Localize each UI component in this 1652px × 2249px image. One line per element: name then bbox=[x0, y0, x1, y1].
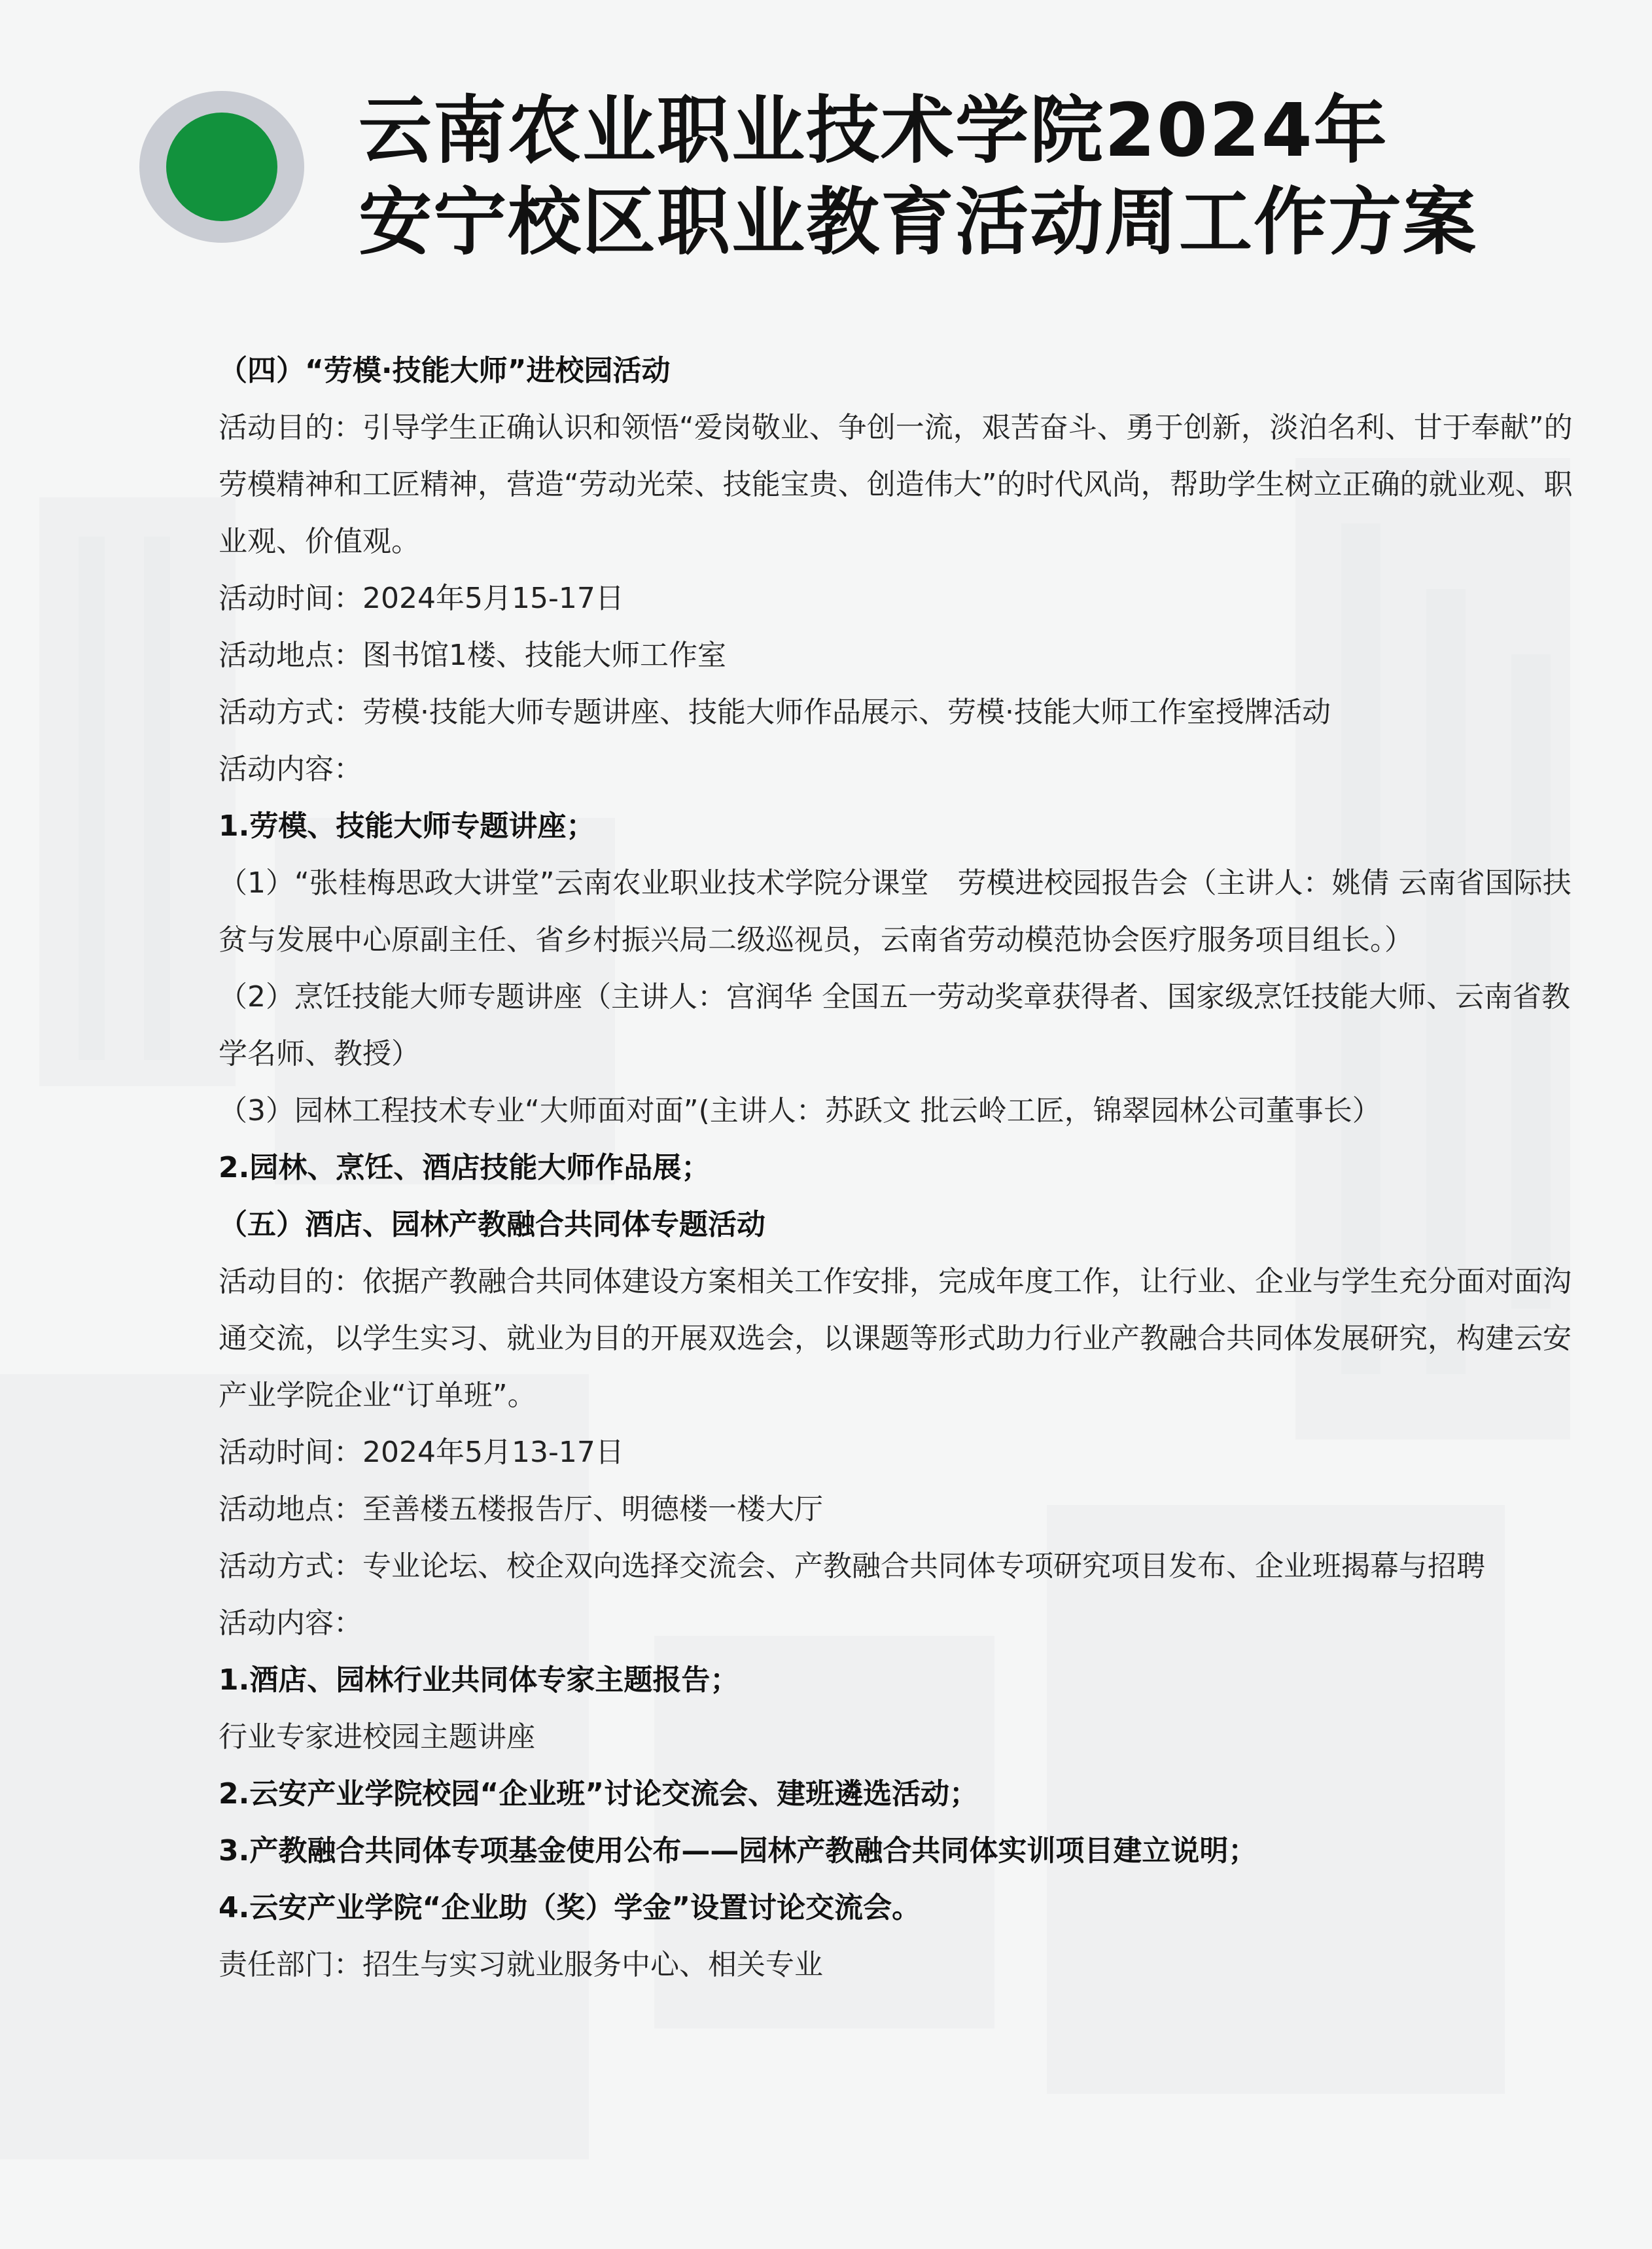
section-5-responsible-dept: 责任部门：招生与实习就业服务中心、相关专业 bbox=[219, 1948, 823, 1981]
title-line-1: 云南农业职业技术学院2024年 bbox=[359, 88, 1388, 173]
section-4-time: 活动时间：2024年5月15-17日 bbox=[219, 582, 624, 615]
document-title bbox=[359, 85, 1602, 268]
section-5-place: 活动地点：至善楼五楼报告厅、明德楼一楼大厅 bbox=[219, 1493, 823, 1526]
section-5-item-3: 3.产教融合共同体专项基金使用公布——园林产教融合共同体实训项目建立说明； bbox=[219, 1834, 1257, 1868]
section-4-place: 活动地点：图书馆1楼、技能大师工作室 bbox=[219, 639, 726, 672]
section-5-time: 活动时间：2024年5月13-17日 bbox=[219, 1436, 624, 1469]
section-4-method: 活动方式：劳模·技能大师专题讲座、技能大师作品展示、劳模·技能大师工作室授牌活动 bbox=[219, 696, 1331, 729]
section-5-heading: （五）酒店、园林产教融合共同体专题活动 bbox=[219, 1208, 765, 1241]
school-logo bbox=[139, 91, 304, 243]
section-4-sub-3: （3）园林工程技术专业“大师面对面”(主讲人：苏跃文 批云岭工匠，锦翠园林公司董事长） bbox=[219, 1094, 1381, 1127]
section-4-item-1: 1.劳模、技能大师专题讲座； bbox=[219, 809, 595, 843]
section-5-method: 活动方式：专业论坛、校企双向选择交流会、产教融合共同体专项研究项目发布、企业班揭幕与招聘 bbox=[219, 1550, 1485, 1583]
section-5-item-1-detail: 行业专家进校园主题讲座 bbox=[219, 1720, 535, 1754]
section-4-purpose: 活动目的：引导学生正确认识和领悟“爱岗敬业、争创一流，艰苦奋斗、勇于创新，淡泊名利、甘于奉献”的劳模精神和工匠精神，营造“劳动光荣、技能宝贵、创造伟大”的时代风尚，帮助学生树立正确的就业观、职业观、价值观。 bbox=[219, 411, 1573, 558]
title-line-2: 安宁校区职业教育活动周工作方案 bbox=[359, 180, 1477, 265]
section-5-item-4: 4.云安产业学院“企业助（奖）学金”设置讨论交流会。 bbox=[219, 1891, 921, 1924]
logo-center bbox=[166, 113, 277, 221]
section-4-content-label: 活动内容： bbox=[219, 753, 362, 786]
section-5-item-2: 2.云安产业学院校园“企业班”讨论交流会、建班遴选活动； bbox=[219, 1777, 979, 1811]
section-4-item-2: 2.园林、烹饪、酒店技能大师作品展； bbox=[219, 1151, 711, 1184]
section-5-item-1: 1.酒店、园林行业共同体专家主题报告； bbox=[219, 1663, 739, 1697]
document-body bbox=[219, 342, 1579, 1993]
section-5-content-label: 活动内容： bbox=[219, 1606, 362, 1640]
section-4-sub-2: （2）烹饪技能大师专题讲座（主讲人：宫润华 全国五一劳动奖章获得者、国家级烹饪技能大师、云南省教学名师、教授） bbox=[219, 980, 1570, 1071]
section-4-heading: （四）“劳模·技能大师”进校园活动 bbox=[219, 354, 671, 387]
section-5-purpose: 活动目的：依据产教融合共同体建设方案相关工作安排，完成年度工作，让行业、企业与学生充分面对面沟通交流，以学生实习、就业为目的开展双选会，以课题等形式助力行业产教融合共同体发展研究，构建云安产业学院企业“订单班”。 bbox=[219, 1265, 1572, 1412]
section-4-sub-1: （1）“张桂梅思政大讲堂”云南农业职业技术学院分课堂 劳模进校园报告会（主讲人：姚倩 云南省国际扶贫与发展中心原副主任、省乡村振兴局二级巡视员，云南省劳动模范协会医疗服务项目组长。） bbox=[219, 866, 1572, 957]
